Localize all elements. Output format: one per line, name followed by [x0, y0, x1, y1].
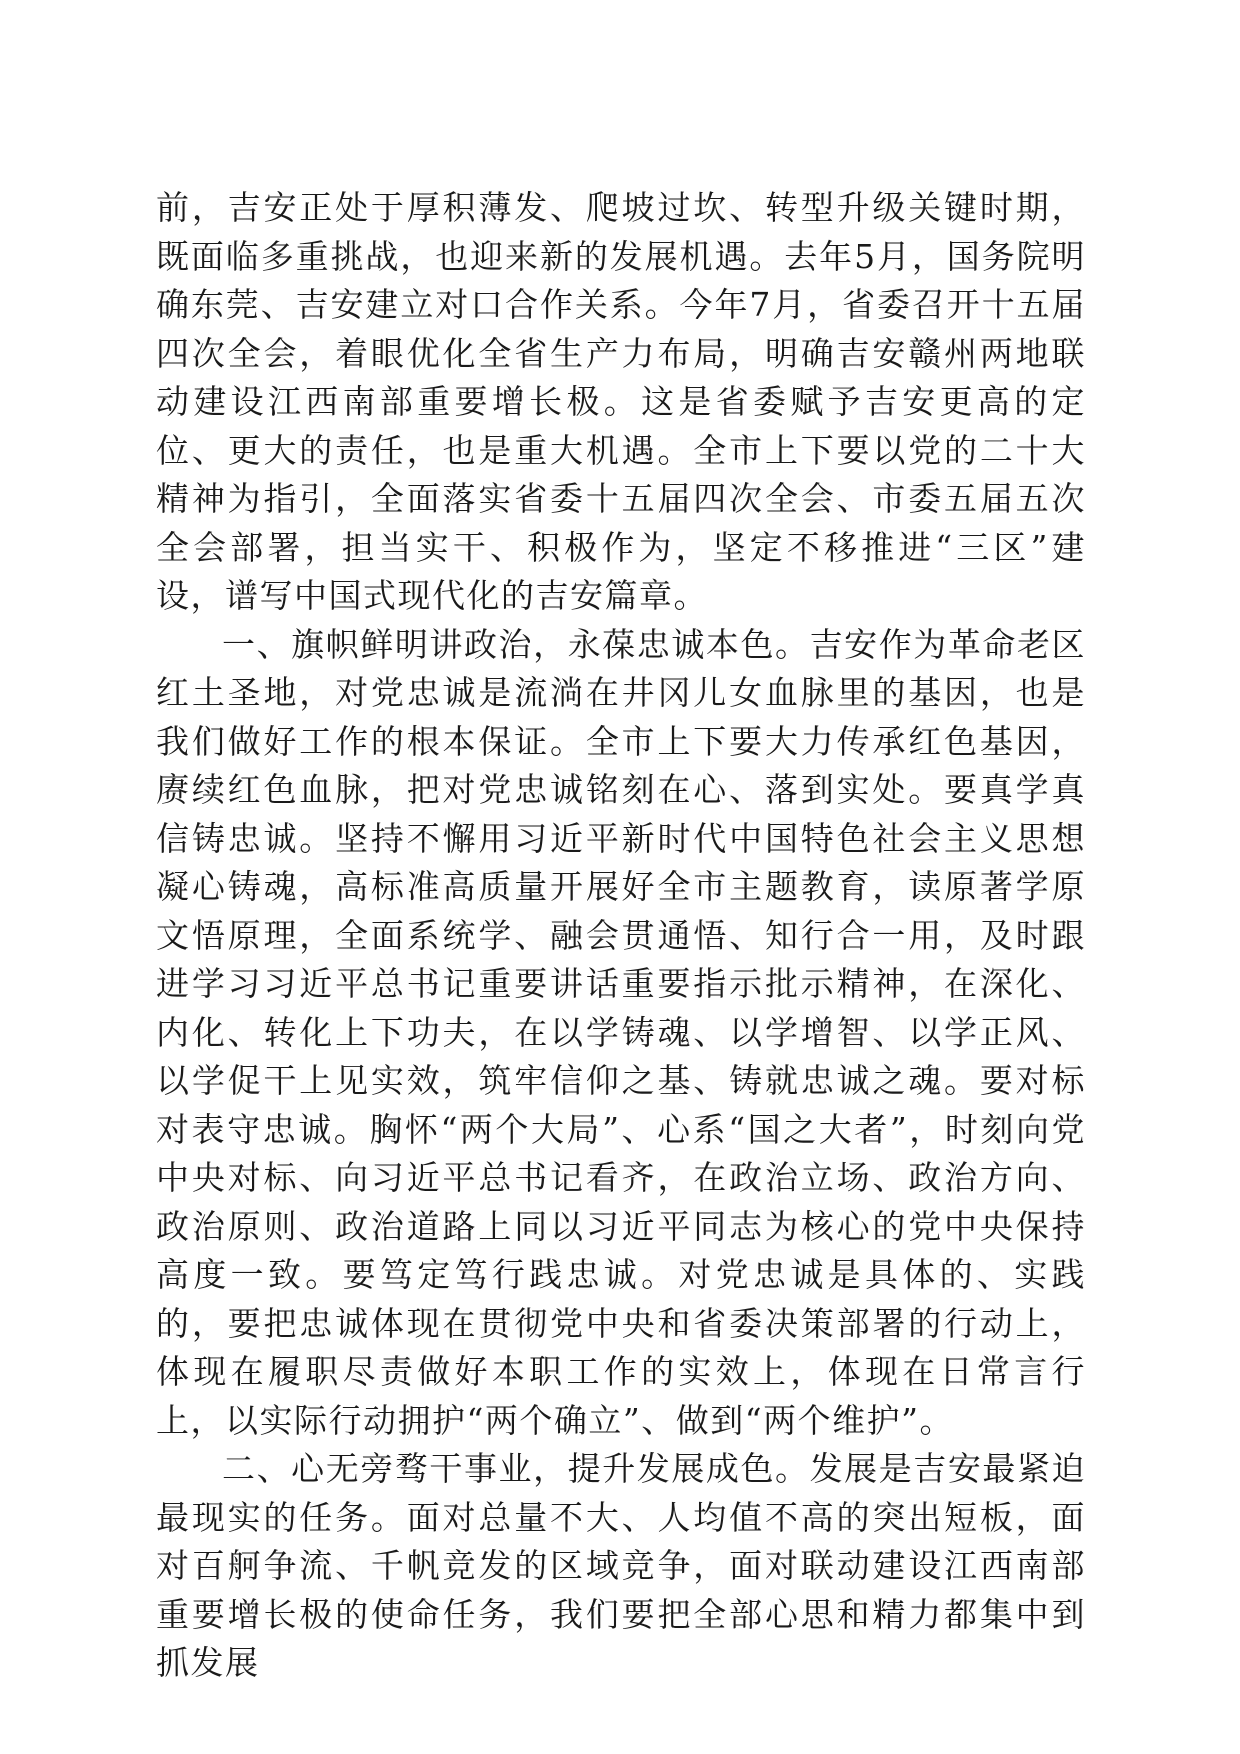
paragraph-section-two: 二、心无旁骛干事业，提升发展成色。发展是吉安最紧迫最现实的任务。面对总量不大、人均值不高的突出短板，面对百舸争流、千帆竞发的区域竞争，面对联动建设江西南部重要增长极的使命任务，我们要把全部心思和精力都集中到抓发展: [156, 1449, 1086, 1682]
paragraph-continued: 前，吉安正处于厚积薄发、爬坡过坎、转型升级关键时期，既面临多重挑战，也迎来新的发展机遇。去年5月，国务院明确东莞、吉安建立对口合作关系。今年7月，省委召开十五届四次全会，着眼优化全省生产力布局，明确吉安赣州两地联动建设江西南部重要增长极。这是省委赋予吉安更高的定位、更大的责任，也是重大机遇。全市上下要以党的二十大精神为指引，全面落实省委十五届四次全会、市委五届五次全会部署，担当实干、积极作为，坚定不移推进“三区”建设，谱写中国式现代化的吉安篇章。: [156, 188, 1086, 615]
document-body: [156, 184, 1086, 1688]
paragraph-section-one: 一、旗帜鲜明讲政治，永葆忠诚本色。吉安作为革命老区红土圣地，对党忠诚是流淌在井冈儿女血脉里的基因，也是我们做好工作的根本保证。全市上下要大力传承红色基因，赓续红色血脉，把对党忠诚铭刻在心、落到实处。要真学真信铸忠诚。坚持不懈用习近平新时代中国特色社会主义思想凝心铸魂，高标准高质量开展好全市主题教育，读原著学原文悟原理，全面系统学、融会贯通悟、知行合一用，及时跟进学习习近平总书记重要讲话重要指示批示精神，在深化、内化、转化上下功夫，在以学铸魂、以学增智、以学正风、以学促干上见实效，筑牢信仰之基、铸就忠诚之魂。要对标对表守忠诚。胸怀“两个大局”、心系“国之大者”，时刻向党中央对标、向习近平总书记看齐，在政治立场、政治方向、政治原则、政治道路上同以习近平同志为核心的党中央保持高度一致。要笃定笃行践忠诚。对党忠诚是具体的、实践的，要把忠诚体现在贯彻党中央和省委决策部署的行动上，体现在履职尽责做好本职工作的实效上，体现在日常言行上，以实际行动拥护“两个确立”、做到“两个维护”。: [156, 624, 1086, 1440]
